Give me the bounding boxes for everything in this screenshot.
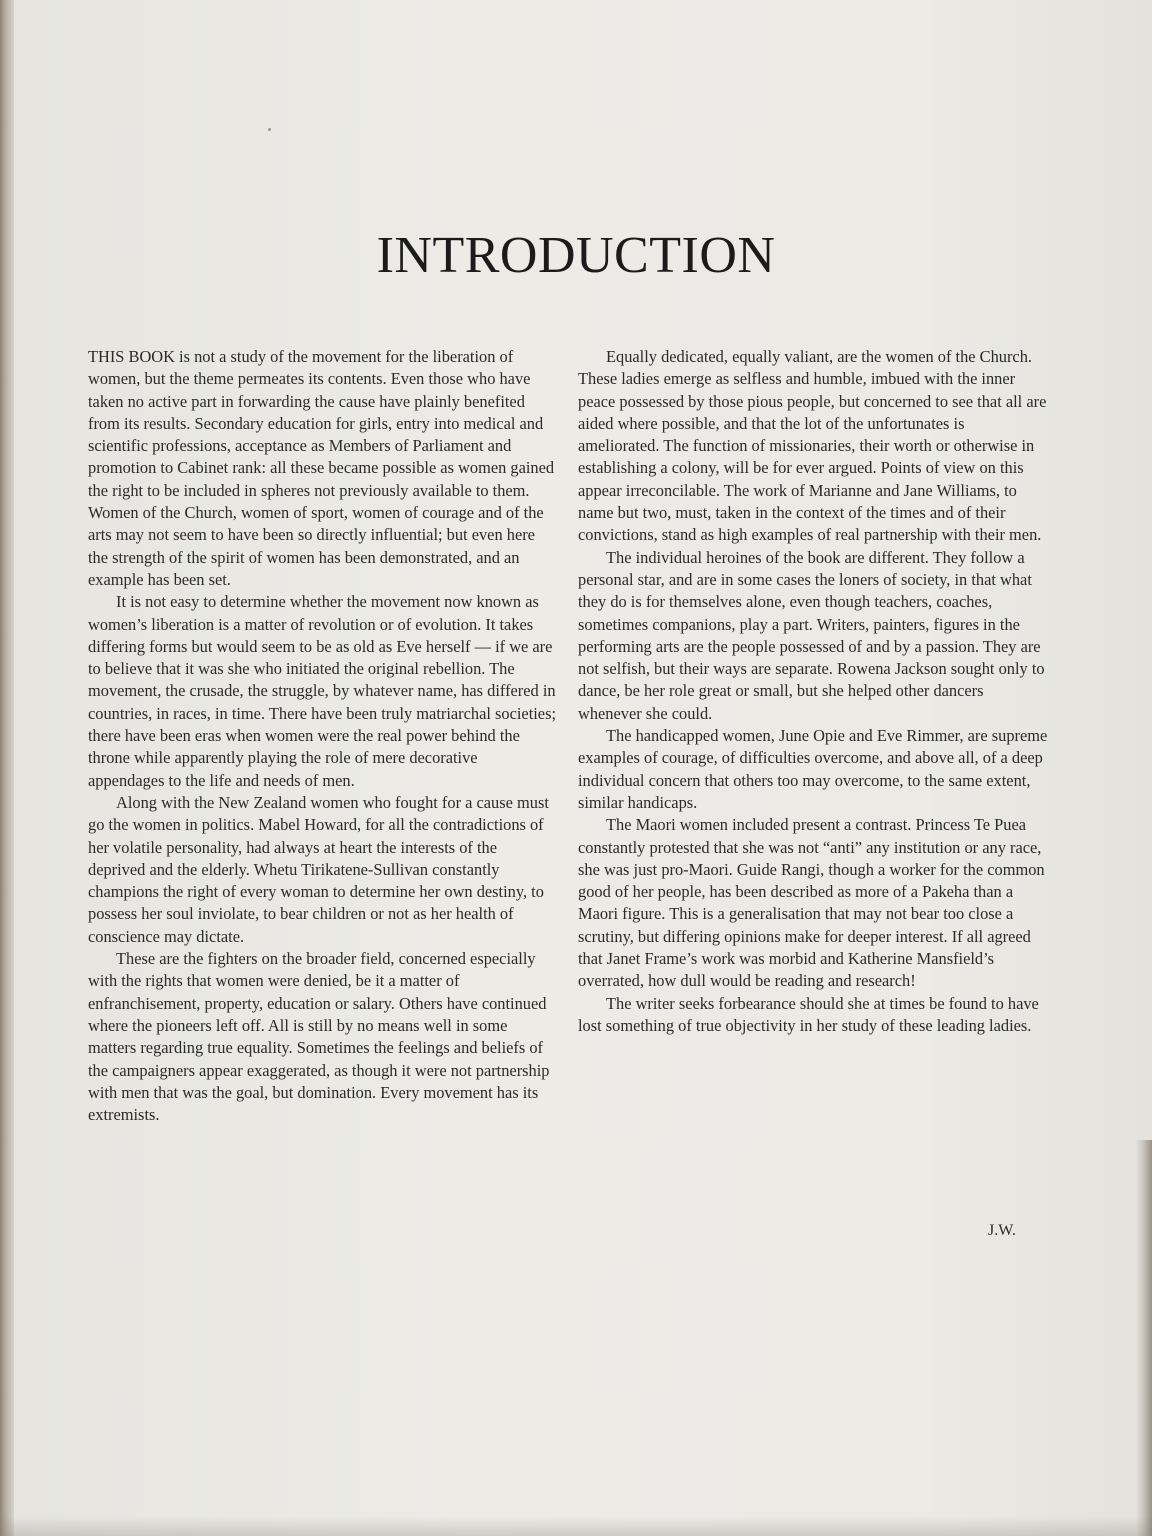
left-paragraph-1: THIS BOOK is not a study of the movement for the liberation of women, but the theme permeates its contents. Even those who have taken no active part in forwarding the cause have plainly benefited from its results. Secondary education for girls, entry into medical and scientific professions, acceptance as Members of Parliament and promotion to Cabinet rank: all these became possible as women gained the right to be included in spheres not previously available to them. Women of the Church, women of sport, women of courage and of the arts may not seem to have been so directly influential; but even here the strength of the spirit of women has been demonstrated, and an example has been set. [88,347,555,589]
left-paragraph-4: These are the fighters on the broader field, concerned especially with the rights that women were denied, be it a matter of enfranchisement, property, education or salary. Others have continued where the pioneers left off. All is still by no means well in some matters regarding true equality. Sometimes the feelings and beliefs of the campaigners appear exaggerated, as though it were not partnership with men that was the goal, but domination. Every movement has its extremists. [88,949,550,1125]
page-edge-right [1136,1140,1152,1536]
paper-speck [268,128,271,131]
left-paragraph-2: It is not easy to determine whether the movement now known as women’s liberation is a matter of revolution or of evolution. It takes differing forms but would seem to be as old as Eve herself — if we are to believe that it was she who initiated the original rebellion. The movement, the crusade, the struggle, by whatever name, has differed in countries, in races, in time. There have been truly matriarchal societies; there have been eras when women were the real power behind the throne while apparently playing the role of mere decorative appendages to the life and needs of men. [88,592,557,790]
right-paragraph-3: The handicapped women, June Opie and Eve Rimmer, are supreme examples of courage, of difficulties overcome, and above all, of a deep individual concern that others too may overcome, to the same extent, similar handicaps. [578,726,1048,812]
right-paragraph-1: Equally dedicated, equally valiant, are the women of the Church. These ladies emerge as selfless and humble, imbued with the inner peace possessed by those pious people, but concerned to see that all are aided where possible, and that the lot of the unfortunates is ameliorated. The function of missionaries, their worth or otherwise in establishing a colony, will be for ever argued. Points of view on this appear irreconcilable. The work of Marianne and Jane Williams, to name but two, must, taken in the context of the times and of their convictions, stand as high examples of real partnership with their men. [578,347,1047,545]
left-paragraph-3: Along with the New Zealand women who fought for a cause must go the women in politics. Mabel Howard, for all the contradictions of her volatile personality, had always at heart the interests of the deprived and the elderly. Whetu Tirikatene-Sullivan constantly champions the right of every woman to determine her own destiny, to possess her soul inviolate, to bear children or not as her health of conscience may dictate. [88,792,549,946]
right-paragraph-2: The individual heroines of the book are different. They follow a personal star, and are in some cases the loners of society, in that what they do is for themselves alone, even though teachers, coaches, sometimes companions, play a part. Writers, painters, figures in the performing arts are the people possessed of and by a passion. They are not selfish, but their ways are separate. Rowena Jackson sought only to dance, be her role great or small, but she helped other dancers whenever she could. [578,547,1045,723]
page-shadow [0,1516,1152,1536]
right-paragraph-5: The writer seeks forbearance should she at times be found to have lost something of true objectivity in her study of these leading ladies. [578,993,1039,1035]
page-title: INTRODUCTION [376,227,776,284]
right-column [578,346,1048,1037]
right-paragraph-4: The Maori women included present a contrast. Princess Te Puea constantly protested that she was not “anti” any institution or any race, she was just pro-Maori. Guide Rangi, though a worker for the common good of her people, has been described as more of a Pakeha than a Maori figure. This is a generalisation that may not bear too close a scrutiny, but differing opinions make for deeper interest. If all agreed that Janet Frame’s work was morbid and Katherine Mansfield’s overrated, how dull would be reading and research! [578,815,1045,991]
left-column [88,346,558,1126]
author-signature: J.W. [988,1222,1016,1239]
